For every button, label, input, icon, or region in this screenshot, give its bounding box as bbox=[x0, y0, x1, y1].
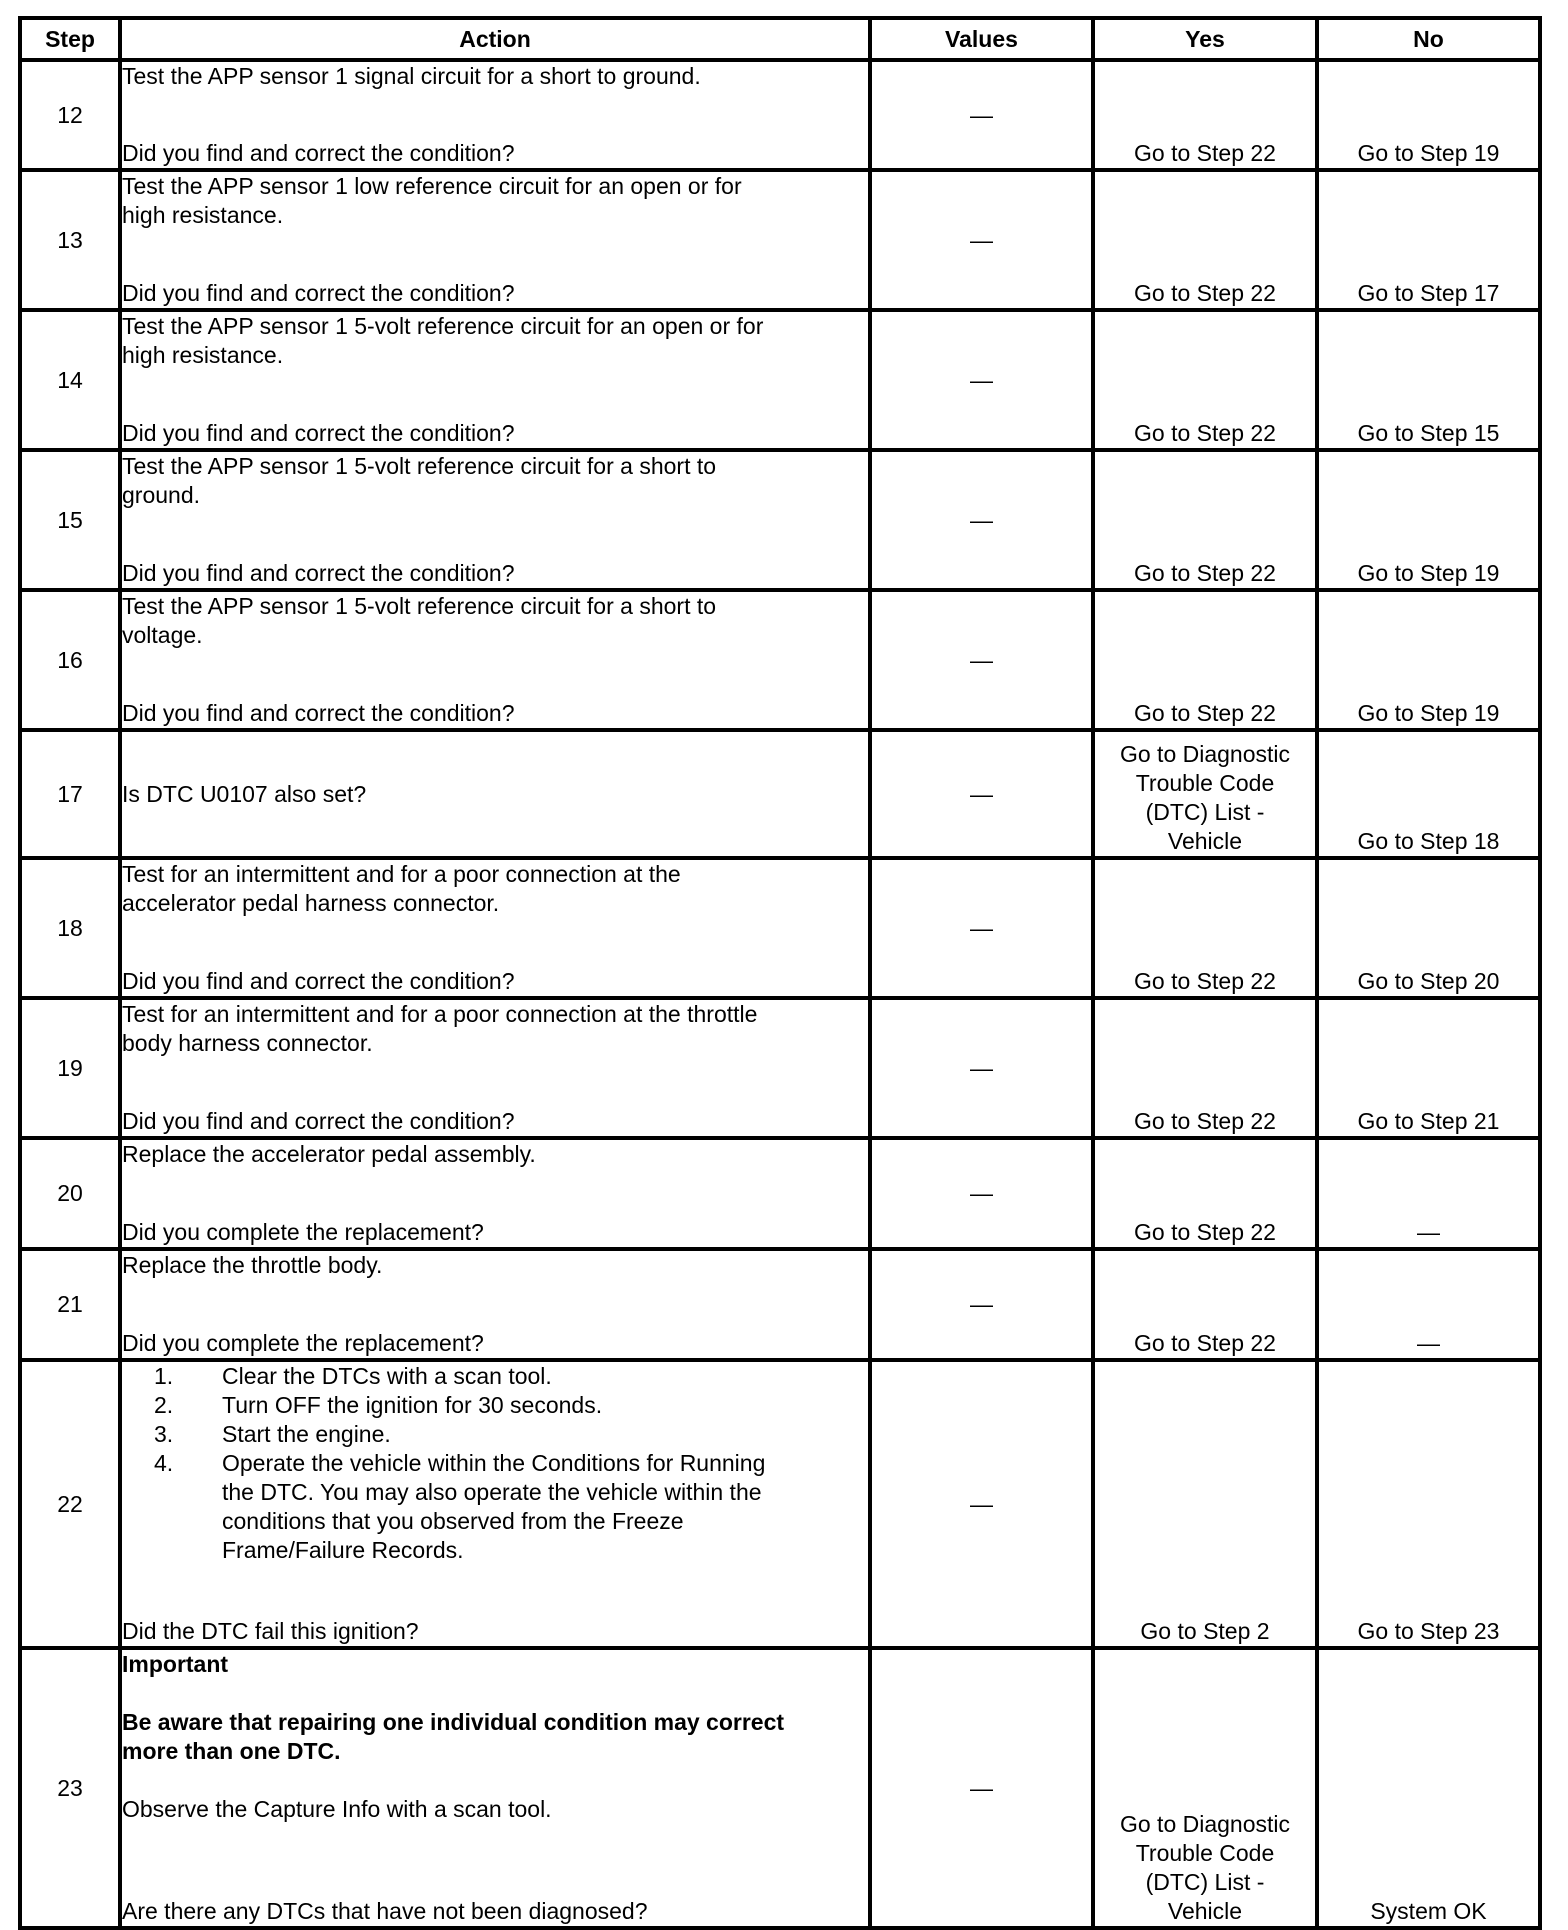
action-step-item: Operate the vehicle within the Conditions for Running the DTC. You may also operate the vehicle within the conditions that you observed from the Freeze Frame/Failure Records. bbox=[222, 1450, 766, 1563]
header-values: Values bbox=[870, 18, 1093, 60]
action-body bbox=[122, 1362, 868, 1565]
action-cell bbox=[120, 170, 870, 310]
action-cell bbox=[120, 590, 870, 730]
step-number: 21 bbox=[20, 1249, 120, 1360]
yes-cell: Go to Step 22 bbox=[1093, 590, 1317, 730]
values-cell: — bbox=[870, 1138, 1093, 1249]
table-row bbox=[20, 590, 1540, 730]
no-cell: Go to Step 18 bbox=[1317, 730, 1540, 858]
table-row bbox=[20, 310, 1540, 450]
table-row bbox=[20, 1360, 1540, 1648]
table-row bbox=[20, 170, 1540, 310]
action-cell bbox=[120, 1249, 870, 1360]
action-body bbox=[122, 1650, 868, 1824]
action-content bbox=[122, 452, 868, 588]
action-body bbox=[122, 172, 868, 230]
yes-cell: Go to Step 22 bbox=[1093, 60, 1317, 170]
action-question: Did you find and correct the condition? bbox=[122, 700, 515, 726]
action-text: Replace the throttle body. bbox=[122, 1252, 383, 1278]
table-row bbox=[20, 450, 1540, 590]
action-cell bbox=[120, 1138, 870, 1249]
step-number: 15 bbox=[20, 450, 120, 590]
important-label: Important bbox=[122, 1651, 229, 1677]
action-content bbox=[122, 1251, 868, 1358]
action-content bbox=[122, 172, 868, 308]
action-text: Test for an intermittent and for a poor connection at the throttle body harness connector. bbox=[122, 1001, 758, 1056]
step-number: 23 bbox=[20, 1648, 120, 1928]
values-cell: — bbox=[870, 170, 1093, 310]
header-action: Action bbox=[120, 18, 870, 60]
values-cell: — bbox=[870, 858, 1093, 998]
action-content bbox=[122, 592, 868, 728]
action-text: Test for an intermittent and for a poor connection at the accelerator pedal harness connector. bbox=[122, 861, 681, 916]
no-cell: Go to Step 19 bbox=[1317, 60, 1540, 170]
action-steps-list bbox=[122, 1362, 868, 1565]
action-cell bbox=[120, 998, 870, 1138]
yes-cell: Go to Step 22 bbox=[1093, 1249, 1317, 1360]
header-yes: Yes bbox=[1093, 18, 1317, 60]
action-cell bbox=[120, 450, 870, 590]
table-row bbox=[20, 60, 1540, 170]
action-text: Test the APP sensor 1 5-volt reference circuit for a short to ground. bbox=[122, 453, 717, 508]
values-cell: — bbox=[870, 1648, 1093, 1928]
action-body bbox=[122, 592, 868, 650]
action-step-item: Start the engine. bbox=[222, 1421, 391, 1447]
action-question: Did you complete the replacement? bbox=[122, 1219, 484, 1245]
action-text: Is DTC U0107 also set? bbox=[122, 780, 367, 807]
action-body bbox=[122, 1251, 868, 1280]
diagnostic-steps-table bbox=[18, 16, 1542, 1930]
table-row bbox=[20, 858, 1540, 998]
action-question: Did the DTC fail this ignition? bbox=[122, 1618, 419, 1644]
action-content bbox=[122, 62, 868, 168]
action-content bbox=[122, 1362, 868, 1646]
action-step-item: Clear the DTCs with a scan tool. bbox=[222, 1363, 552, 1389]
yes-cell: Go to Step 22 bbox=[1093, 858, 1317, 998]
action-body bbox=[122, 1140, 868, 1169]
action-text: Test the APP sensor 1 low reference circuit for an open or for high resistance. bbox=[122, 173, 742, 228]
action-text: Test the APP sensor 1 5-volt reference circuit for a short to voltage. bbox=[122, 593, 717, 648]
step-number: 13 bbox=[20, 170, 120, 310]
action-text: Test the APP sensor 1 signal circuit for a short to ground. bbox=[122, 63, 701, 89]
values-cell: — bbox=[870, 590, 1093, 730]
action-question: Did you find and correct the condition? bbox=[122, 420, 515, 446]
action-step-item: Turn OFF the ignition for 30 seconds. bbox=[222, 1392, 603, 1418]
header-no: No bbox=[1317, 18, 1540, 60]
yes-cell: Go to Step 22 bbox=[1093, 450, 1317, 590]
yes-cell: Go to Step 22 bbox=[1093, 1138, 1317, 1249]
action-body bbox=[122, 1000, 868, 1058]
action-question: Are there any DTCs that have not been diagnosed? bbox=[122, 1898, 648, 1924]
values-cell: — bbox=[870, 310, 1093, 450]
no-cell: Go to Step 21 bbox=[1317, 998, 1540, 1138]
values-cell: — bbox=[870, 1249, 1093, 1360]
no-cell: Go to Step 19 bbox=[1317, 450, 1540, 590]
action-content bbox=[122, 732, 868, 856]
step-number: 18 bbox=[20, 858, 120, 998]
yes-cell: Go to Step 2 bbox=[1093, 1360, 1317, 1648]
action-question: Did you find and correct the condition? bbox=[122, 1108, 515, 1134]
values-cell: — bbox=[870, 450, 1093, 590]
action-question: Did you find and correct the condition? bbox=[122, 280, 515, 306]
action-body bbox=[122, 452, 868, 510]
step-number: 17 bbox=[20, 730, 120, 858]
values-cell: — bbox=[870, 730, 1093, 858]
action-cell bbox=[120, 60, 870, 170]
action-body bbox=[122, 62, 868, 91]
action-body bbox=[122, 860, 868, 918]
no-cell: System OK bbox=[1317, 1648, 1540, 1928]
no-cell: — bbox=[1317, 1249, 1540, 1360]
action-text: Replace the accelerator pedal assembly. bbox=[122, 1141, 536, 1167]
yes-cell: Go to Step 22 bbox=[1093, 998, 1317, 1138]
action-text: Test the APP sensor 1 5-volt reference circuit for an open or for high resistance. bbox=[122, 313, 764, 368]
table-row bbox=[20, 730, 1540, 858]
table-row bbox=[20, 998, 1540, 1138]
action-cell bbox=[120, 730, 870, 858]
no-cell: Go to Step 20 bbox=[1317, 858, 1540, 998]
step-number: 19 bbox=[20, 998, 120, 1138]
table-row bbox=[20, 1249, 1540, 1360]
action-question: Did you find and correct the condition? bbox=[122, 560, 515, 586]
action-body bbox=[122, 780, 868, 809]
action-question: Did you complete the replacement? bbox=[122, 1330, 484, 1356]
important-note: Be aware that repairing one individual condition may correct more than one DTC. bbox=[122, 1709, 785, 1764]
table-row bbox=[20, 1648, 1540, 1928]
action-cell bbox=[120, 1360, 870, 1648]
action-cell bbox=[120, 858, 870, 998]
no-cell: — bbox=[1317, 1138, 1540, 1249]
no-cell: Go to Step 23 bbox=[1317, 1360, 1540, 1648]
step-number: 14 bbox=[20, 310, 120, 450]
step-number: 20 bbox=[20, 1138, 120, 1249]
header-row bbox=[20, 18, 1540, 60]
action-content bbox=[122, 1000, 868, 1136]
no-cell: Go to Step 17 bbox=[1317, 170, 1540, 310]
action-content bbox=[122, 860, 868, 996]
action-content bbox=[122, 1140, 868, 1247]
action-text: Observe the Capture Info with a scan tool. bbox=[122, 1796, 552, 1822]
yes-cell: Go to Step 22 bbox=[1093, 310, 1317, 450]
no-cell: Go to Step 15 bbox=[1317, 310, 1540, 450]
yes-cell: Go to Diagnostic Trouble Code (DTC) List - Vehicle bbox=[1093, 1648, 1317, 1928]
values-cell: — bbox=[870, 60, 1093, 170]
action-content bbox=[122, 312, 868, 448]
values-cell: — bbox=[870, 998, 1093, 1138]
action-question: Did you find and correct the condition? bbox=[122, 968, 515, 994]
step-number: 22 bbox=[20, 1360, 120, 1648]
no-cell: Go to Step 19 bbox=[1317, 590, 1540, 730]
step-number: 16 bbox=[20, 590, 120, 730]
yes-cell: Go to Diagnostic Trouble Code (DTC) List - Vehicle bbox=[1093, 730, 1317, 858]
header-step: Step bbox=[20, 18, 120, 60]
action-cell bbox=[120, 310, 870, 450]
action-content bbox=[122, 1650, 868, 1926]
step-number: 12 bbox=[20, 60, 120, 170]
yes-cell: Go to Step 22 bbox=[1093, 170, 1317, 310]
action-cell bbox=[120, 1648, 870, 1928]
action-question: Did you find and correct the condition? bbox=[122, 140, 515, 166]
table-row bbox=[20, 1138, 1540, 1249]
action-body bbox=[122, 312, 868, 370]
values-cell: — bbox=[870, 1360, 1093, 1648]
